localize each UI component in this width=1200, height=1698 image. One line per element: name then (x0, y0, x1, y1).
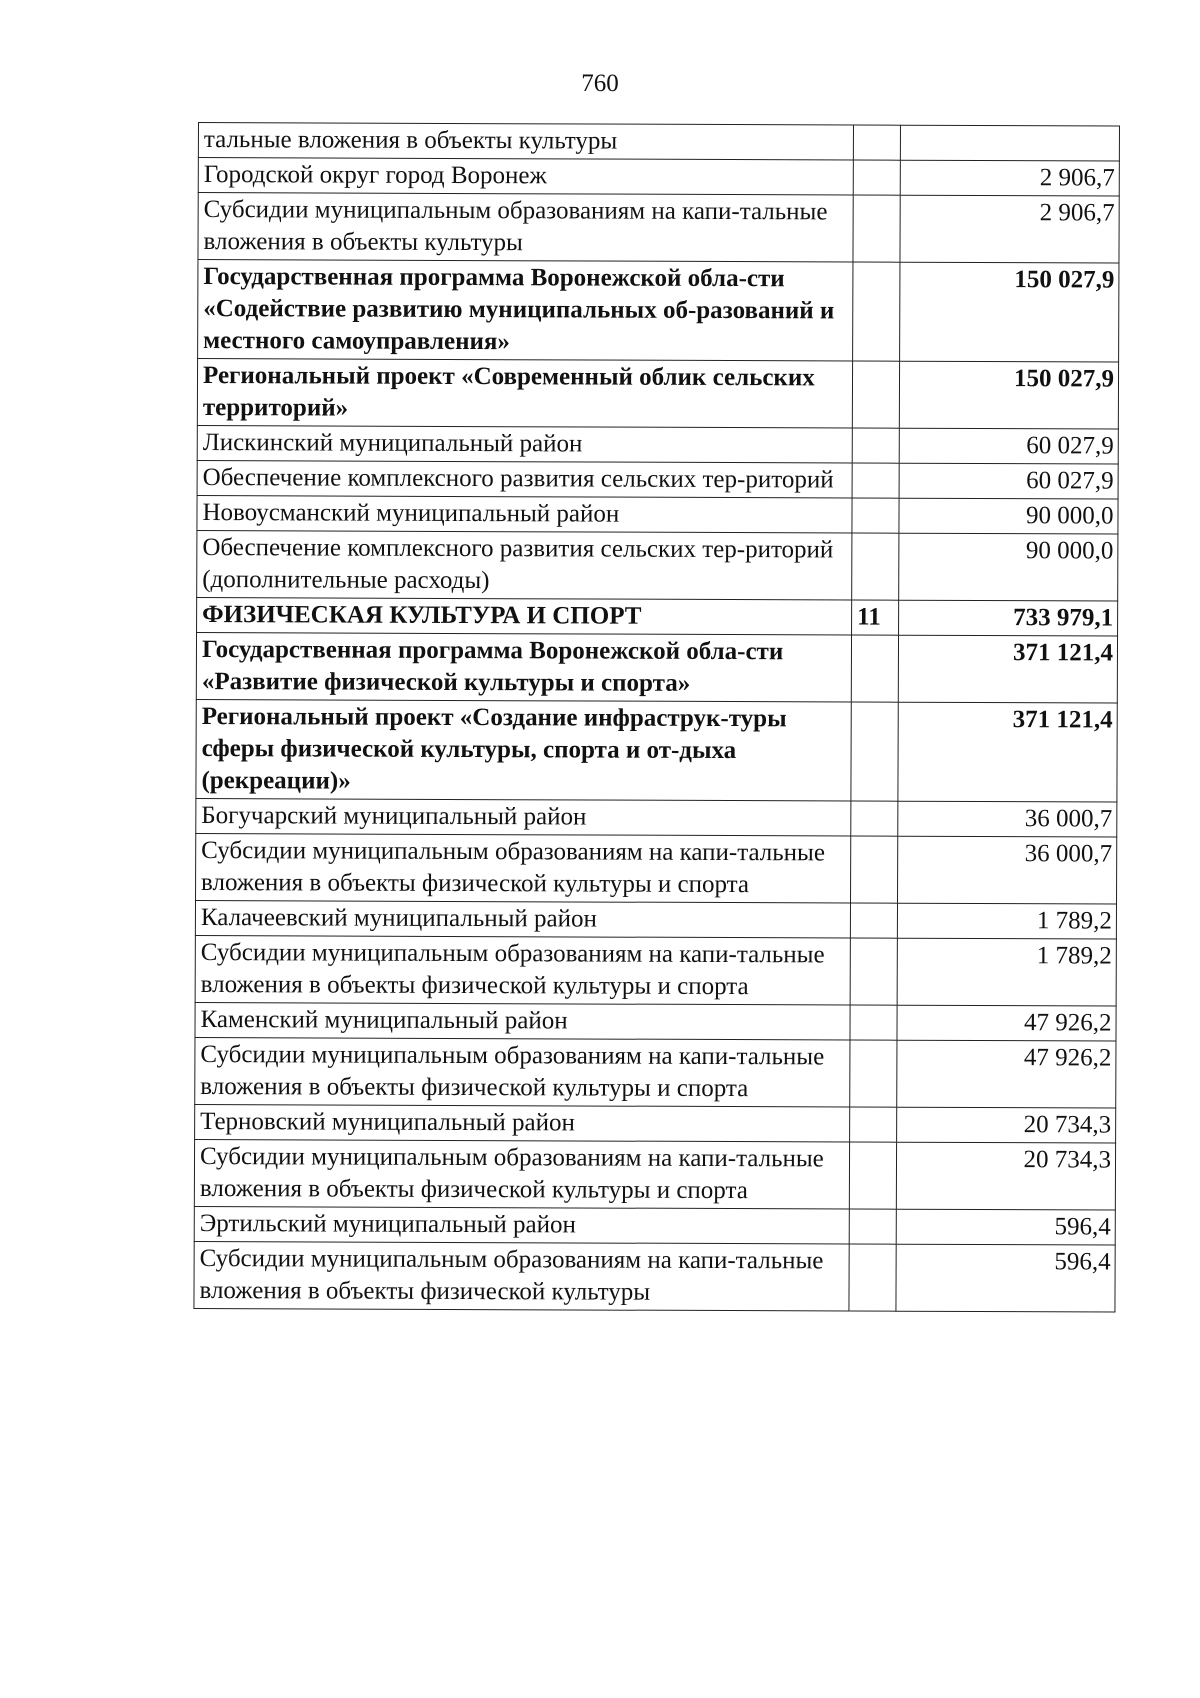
row-code-cell (850, 938, 897, 1005)
row-name-cell: Субсидии муниципальным образованиям на капи-тальные вложения в объекты физической культуры и спорта (195, 1037, 850, 1107)
row-name-cell: Региональный проект «Создание инфраструк-туры сферы физической культуры, спорта и от-дыха (рекреации)» (196, 699, 851, 801)
table-row (197, 530, 1118, 601)
row-code-cell (849, 1142, 896, 1209)
row-code-cell (850, 1107, 897, 1142)
row-name-cell: Субсидии муниципальным образованиям на капи-тальные вложения в объекты физической культуры и спорта (194, 1139, 849, 1209)
row-code-cell (852, 428, 899, 463)
row-code-cell (850, 1005, 897, 1040)
row-amount-cell: 371 121,4 (898, 635, 1118, 703)
row-code-cell (850, 1040, 897, 1107)
row-name-cell: Терновский муниципальный район (195, 1104, 850, 1142)
table-row (195, 935, 1116, 1006)
table-row (198, 123, 1119, 162)
row-amount-cell: 596,4 (896, 1244, 1116, 1312)
row-code-cell (853, 125, 900, 160)
page-number: 760 (581, 70, 619, 97)
table-row (198, 193, 1119, 264)
row-code-cell (852, 463, 899, 498)
row-amount-cell: 1 789,2 (897, 903, 1117, 939)
table-row (195, 1104, 1116, 1143)
row-name-cell: Новоусманский муниципальный район (197, 495, 852, 533)
table-row (198, 158, 1119, 197)
table-row (196, 833, 1117, 904)
row-code-cell (851, 702, 898, 801)
row-code-cell (850, 903, 897, 938)
table-row (194, 1206, 1115, 1245)
row-name-cell: Калачеевский муниципальный район (195, 900, 850, 938)
row-amount-cell: 47 926,2 (897, 1005, 1117, 1041)
row-code-cell (851, 635, 898, 702)
row-amount-cell: 36 000,7 (897, 836, 1117, 904)
row-code-cell (852, 361, 899, 428)
row-code-cell: 11 (852, 600, 899, 635)
row-amount-cell: 150 027,9 (899, 361, 1119, 429)
table-row (195, 1037, 1116, 1108)
row-name-cell: Региональный проект «Современный облик сельских территорий» (197, 359, 852, 429)
row-amount-cell: 47 926,2 (896, 1040, 1116, 1108)
row-name-cell: тальные вложения в объекты культуры (198, 123, 853, 161)
row-name-cell: Обеспечение комплексного развития сельских тер-риторий (дополнительные расходы) (197, 530, 852, 600)
row-amount-cell: 60 027,9 (899, 428, 1119, 464)
row-amount-cell: 371 121,4 (898, 702, 1118, 802)
row-code-cell (852, 498, 899, 533)
row-name-cell: Субсидии муниципальным образованиям на капи-тальные вложения в объекты физической культуры и спорта (196, 833, 851, 903)
table-row (194, 1241, 1115, 1312)
row-amount-cell: 90 000,0 (898, 533, 1118, 601)
table-row (197, 359, 1118, 430)
table-row (197, 425, 1118, 464)
table-row (197, 597, 1118, 636)
row-amount-cell: 20 734,3 (896, 1142, 1116, 1210)
table-row (195, 1002, 1116, 1041)
row-name-cell: Субсидии муниципальным образованиям на капи-тальные вложения в объекты физической культуры (194, 1241, 849, 1311)
row-code-cell (851, 801, 898, 836)
row-amount-cell: 596,4 (896, 1209, 1116, 1245)
row-amount-cell: 2 906,7 (900, 160, 1120, 196)
row-name-cell: Субсидии муниципальным образованиям на капи-тальные вложения в объекты культуры (198, 193, 853, 263)
row-amount-cell: 733 979,1 (898, 600, 1118, 636)
row-code-cell (849, 1209, 896, 1244)
table-row (196, 699, 1117, 802)
row-code-cell (849, 1244, 896, 1311)
budget-table (193, 122, 1120, 1313)
row-name-cell: Богучарский муниципальный район (196, 798, 851, 836)
table-row (196, 798, 1117, 837)
row-code-cell (851, 836, 898, 903)
row-amount-cell: 36 000,7 (897, 801, 1117, 837)
budget-table-body (194, 123, 1120, 1313)
row-code-cell (853, 195, 900, 262)
row-amount-cell: 1 789,2 (897, 938, 1117, 1006)
row-name-cell: Эртильский муниципальный район (194, 1206, 849, 1244)
table-row (197, 495, 1118, 534)
row-amount-cell: 60 027,9 (899, 463, 1119, 499)
row-name-cell: Каменский муниципальный район (195, 1002, 850, 1040)
row-code-cell (852, 533, 899, 600)
row-name-cell: Лискинский муниципальный район (197, 425, 852, 463)
table-row (197, 460, 1118, 499)
row-name-cell: ФИЗИЧЕСКАЯ КУЛЬТУРА И СПОРТ (197, 597, 852, 635)
table-row (195, 900, 1116, 939)
table-row (196, 632, 1117, 703)
row-amount-cell: 20 734,3 (896, 1107, 1116, 1143)
table-row (198, 260, 1119, 363)
row-code-cell (853, 262, 900, 361)
row-name-cell: Государственная программа Воронежской обла-сти «Содействие развитию муниципальных об-разований и местного самоуправления» (198, 260, 853, 362)
row-name-cell: Обеспечение комплексного развития сельских тер-риторий (197, 460, 852, 498)
row-amount-cell: 90 000,0 (899, 498, 1119, 534)
row-name-cell: Субсидии муниципальным образованиям на капи-тальные вложения в объекты физической культуры и спорта (195, 935, 850, 1005)
row-amount-cell: 2 906,7 (900, 195, 1120, 263)
table-row (194, 1139, 1115, 1210)
row-name-cell: Государственная программа Воронежской обла-сти «Развитие физической культуры и спорта» (196, 632, 851, 702)
row-code-cell (853, 160, 900, 195)
row-name-cell: Городской округ город Воронеж (198, 158, 853, 196)
row-amount-cell: 150 027,9 (899, 262, 1119, 362)
row-amount-cell (900, 125, 1120, 161)
